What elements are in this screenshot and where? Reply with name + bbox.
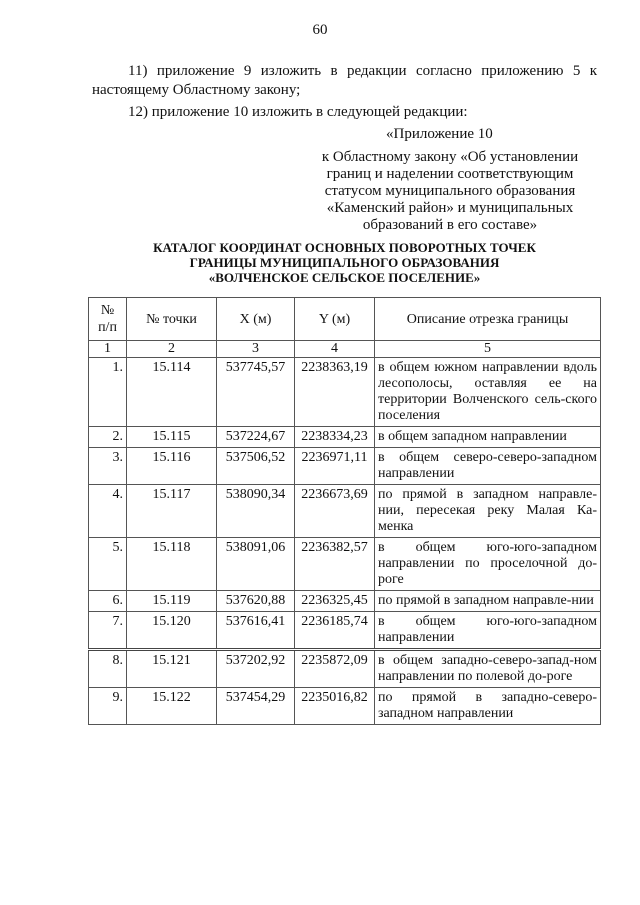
point-number: 15.114 <box>127 358 217 427</box>
header-y: Y (м) <box>295 298 375 341</box>
row-number: 4. <box>89 485 127 538</box>
y-coordinate: 2238363,19 <box>295 358 375 427</box>
row-number: 5. <box>89 538 127 591</box>
column-number: 4 <box>295 341 375 358</box>
table-header-row <box>89 298 601 341</box>
row-number: 2. <box>89 427 127 448</box>
table-row <box>89 650 601 688</box>
column-number: 3 <box>217 341 295 358</box>
segment-description: в общем южном направлении вдоль лесополосы, оставляя ее на территории Волченского сель-ского поселения <box>375 358 601 427</box>
x-coordinate: 537202,92 <box>217 650 295 688</box>
point-number: 15.118 <box>127 538 217 591</box>
header-point-number: № точки <box>127 298 217 341</box>
catalog-title-line: КАТАЛОГ КООРДИНАТ ОСНОВНЫХ ПОВОРОТНЫХ ТОЧЕК <box>153 240 536 255</box>
appendix-line: границ и наделении соответствующим <box>326 166 574 182</box>
y-coordinate: 2236185,74 <box>295 612 375 650</box>
paragraph-11-line-1: 11) приложение 9 изложить в редакции согласно приложению 5 к <box>128 63 597 79</box>
paragraph-11 <box>92 62 597 100</box>
x-coordinate: 537616,41 <box>217 612 295 650</box>
column-number-row <box>89 341 601 358</box>
catalog-title-line: ГРАНИЦЫ МУНИЦИПАЛЬНОГО ОБРАЗОВАНИЯ <box>189 255 500 270</box>
paragraph-12: 12) приложение 10 изложить в следующей редакции: <box>128 104 468 120</box>
row-number: 6. <box>89 591 127 612</box>
x-coordinate: 537745,57 <box>217 358 295 427</box>
table-row <box>89 358 601 427</box>
appendix-line: к Областному закону «Об установлении <box>321 149 579 165</box>
row-number: 3. <box>89 448 127 485</box>
y-coordinate: 2238334,23 <box>295 427 375 448</box>
column-number: 5 <box>375 341 601 358</box>
y-coordinate: 2235016,82 <box>295 688 375 725</box>
segment-description: в общем юго-юго-западном направлении по проселочной до-роге <box>375 538 601 591</box>
table-row <box>89 612 601 650</box>
segment-description: в общем северо-северо-западном направлении <box>375 448 601 485</box>
table-row <box>89 591 601 612</box>
x-coordinate: 537506,52 <box>217 448 295 485</box>
y-coordinate: 2236325,45 <box>295 591 375 612</box>
catalog-title <box>92 240 597 285</box>
coordinates-table <box>88 297 601 725</box>
table-row <box>89 427 601 448</box>
segment-description: по прямой в западно-северо-западном направлении <box>375 688 601 725</box>
x-coordinate: 537454,29 <box>217 688 295 725</box>
segment-description: в общем юго-юго-западном направлении <box>375 612 601 650</box>
header-row-number: № п/п <box>89 298 127 341</box>
point-number: 15.115 <box>127 427 217 448</box>
column-number: 2 <box>127 341 217 358</box>
point-number: 15.116 <box>127 448 217 485</box>
row-number: 9. <box>89 688 127 725</box>
row-number: 7. <box>89 612 127 650</box>
row-number: 1. <box>89 358 127 427</box>
appendix-title: «Приложение 10 <box>386 126 493 142</box>
appendix-line: образований в его составе» <box>362 217 538 233</box>
table-row <box>89 538 601 591</box>
appendix-line: «Каменский район» и муниципальных <box>326 200 574 216</box>
point-number: 15.119 <box>127 591 217 612</box>
table-row <box>89 688 601 725</box>
table-row <box>89 448 601 485</box>
column-number: 1 <box>89 341 127 358</box>
page-number: 60 <box>312 22 328 38</box>
row-number: 8. <box>89 650 127 688</box>
point-number: 15.117 <box>127 485 217 538</box>
segment-description: в общем западном направлении <box>375 427 601 448</box>
point-number: 15.122 <box>127 688 217 725</box>
point-number: 15.120 <box>127 612 217 650</box>
header-x: X (м) <box>217 298 295 341</box>
catalog-title-line: «ВОЛЧЕНСКОЕ СЕЛЬСКОЕ ПОСЕЛЕНИЕ» <box>208 270 481 285</box>
table-row <box>89 485 601 538</box>
segment-description: в общем западно-северо-запад-ном направлении по полевой до-роге <box>375 650 601 688</box>
x-coordinate: 538090,34 <box>217 485 295 538</box>
y-coordinate: 2236382,57 <box>295 538 375 591</box>
segment-description: по прямой в западном направле-нии, пересекая реку Малая Ка-менка <box>375 485 601 538</box>
segment-description: по прямой в западном направле-нии <box>375 591 601 612</box>
y-coordinate: 2236673,69 <box>295 485 375 538</box>
appendix-line: статусом муниципального образования <box>324 183 576 199</box>
header-description: Описание отрезка границы <box>375 298 601 341</box>
point-number: 15.121 <box>127 650 217 688</box>
y-coordinate: 2236971,11 <box>295 448 375 485</box>
appendix-reference <box>305 149 595 234</box>
x-coordinate: 537224,67 <box>217 427 295 448</box>
y-coordinate: 2235872,09 <box>295 650 375 688</box>
x-coordinate: 537620,88 <box>217 591 295 612</box>
paragraph-11-line-2: настоящему Областному закону; <box>92 82 301 98</box>
x-coordinate: 538091,06 <box>217 538 295 591</box>
